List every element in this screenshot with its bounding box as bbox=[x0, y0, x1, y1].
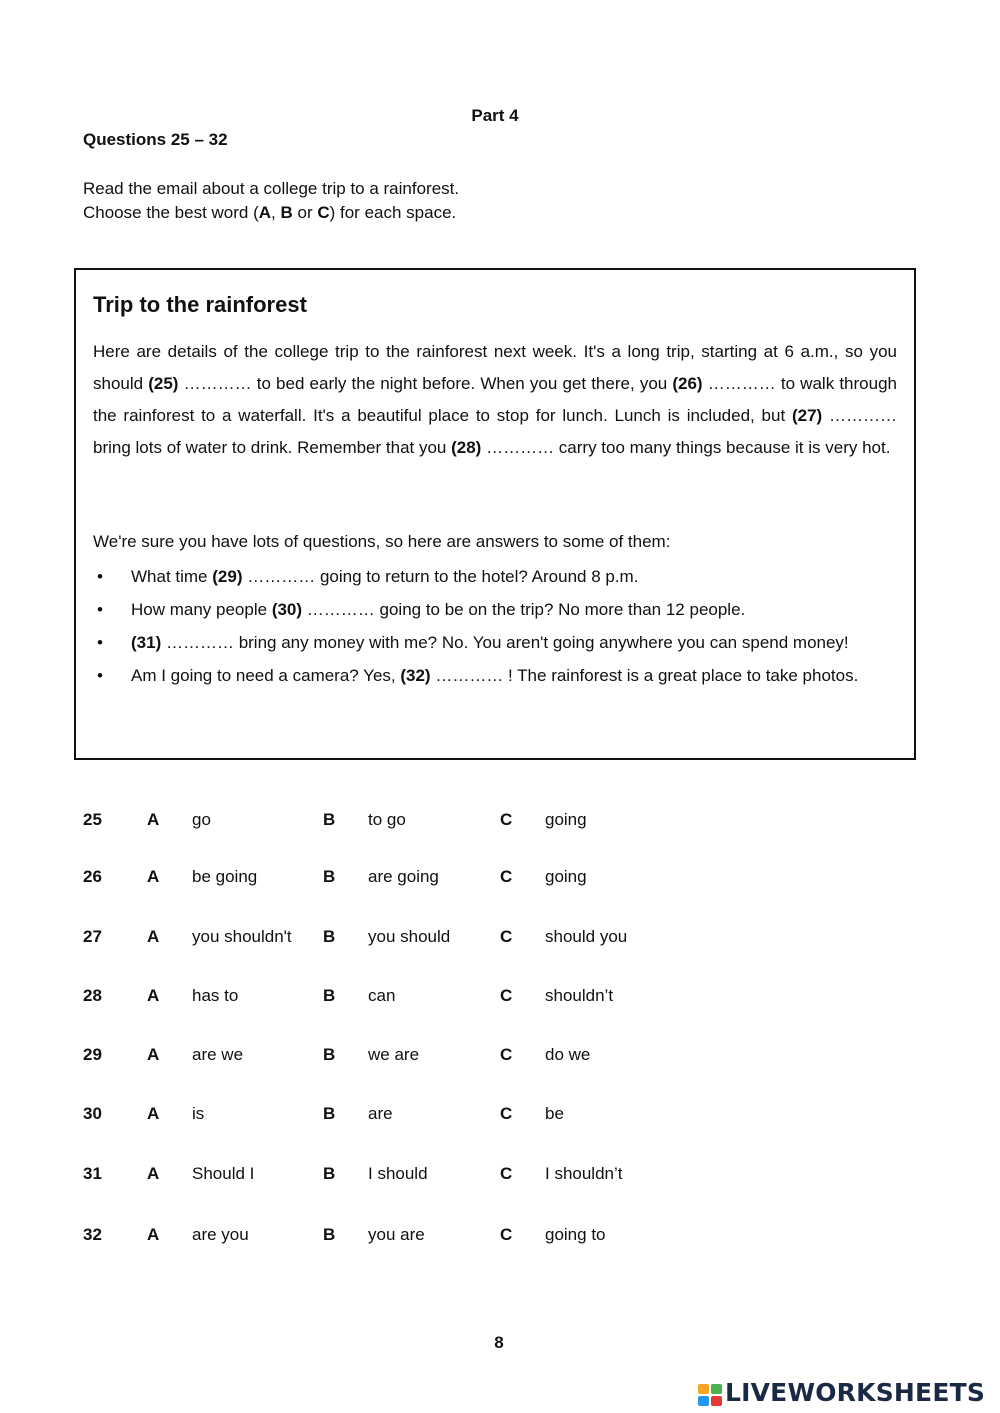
gap-25-label: (25) bbox=[148, 374, 179, 393]
option-b-letter: B bbox=[323, 1045, 336, 1064]
option-c-letter: C bbox=[500, 867, 513, 886]
instruction-text: , bbox=[271, 203, 281, 222]
gap-32-label: (32) bbox=[400, 666, 431, 685]
option-c-text[interactable]: going bbox=[545, 810, 587, 829]
option-a-text[interactable]: are you bbox=[192, 1225, 249, 1244]
option-row-26 bbox=[0, 867, 1000, 891]
instruction-line-2 bbox=[83, 201, 459, 225]
bullet-text: ! The rainforest is a great place to take photos. bbox=[503, 666, 859, 685]
email-text: carry too many things because it is very hot. bbox=[554, 438, 891, 457]
option-row-25 bbox=[0, 810, 1000, 834]
option-b-letter: B bbox=[323, 867, 336, 886]
gap-27-blank: ………… bbox=[829, 406, 897, 425]
gap-27-label: (27) bbox=[791, 406, 823, 425]
instruction-option-a: A bbox=[258, 203, 272, 222]
bullet-text: How many people bbox=[131, 600, 272, 619]
email-text: to walk through the rainforest to a waterfall. It's a beautiful place to stop for lunch. Lunch is included, but bbox=[93, 374, 897, 425]
bullet-icon: • bbox=[97, 633, 103, 652]
option-c-text[interactable]: should you bbox=[545, 927, 628, 946]
option-a-letter: A bbox=[147, 986, 160, 1005]
option-b-letter: B bbox=[323, 986, 336, 1005]
option-a-text[interactable]: you shouldn't bbox=[192, 927, 292, 946]
instruction-option-c: C bbox=[317, 203, 330, 222]
bullet-text: bring any money with me? No. You aren't going anywhere you can spend money! bbox=[233, 633, 849, 652]
question-number: 25 bbox=[83, 810, 102, 829]
gap-32-blank: ………… bbox=[435, 666, 504, 685]
instruction-line-1: Read the email about a college trip to a rainforest. bbox=[83, 179, 460, 198]
option-c-text[interactable]: going to bbox=[545, 1225, 606, 1244]
email-text: bring lots of water to drink. Remember that you bbox=[93, 438, 452, 457]
option-b-letter: B bbox=[323, 1104, 336, 1123]
option-row-29 bbox=[0, 1045, 1000, 1069]
gap-29-blank: ………… bbox=[247, 567, 316, 586]
email-text: Here are details of the college trip to the rainforest next week. It's a long trip, starting at 6 a.m., so you should bbox=[93, 342, 897, 393]
bullet-icon: • bbox=[97, 567, 103, 586]
option-a-text[interactable]: Should I bbox=[192, 1164, 255, 1183]
option-a-letter: A bbox=[147, 867, 160, 886]
option-a-letter: A bbox=[147, 1225, 160, 1244]
bullet-text: Am I going to need a camera? Yes, bbox=[131, 666, 401, 685]
option-c-text[interactable]: do we bbox=[545, 1045, 591, 1064]
option-c-letter: C bbox=[500, 927, 513, 946]
option-a-text[interactable]: has to bbox=[192, 986, 239, 1005]
bullet-icon: • bbox=[97, 600, 103, 619]
email-paragraph-2: We're sure you have lots of questions, so here are answers to some of them: bbox=[93, 532, 671, 551]
option-b-letter: B bbox=[323, 1164, 336, 1183]
logo-text: LIVEWORKSHEETS bbox=[725, 1378, 986, 1407]
option-c-letter: C bbox=[500, 1164, 513, 1183]
instruction-text: or bbox=[292, 203, 318, 222]
option-c-text[interactable]: be bbox=[545, 1104, 564, 1123]
question-number: 27 bbox=[83, 927, 102, 946]
bullet-text: What time bbox=[131, 567, 213, 586]
option-b-text[interactable]: we are bbox=[368, 1045, 420, 1064]
email-box bbox=[74, 268, 916, 760]
gap-26-blank: ………… bbox=[707, 374, 776, 393]
option-b-letter: B bbox=[323, 810, 336, 829]
option-c-letter: C bbox=[500, 1104, 513, 1123]
bullet-item-31 bbox=[93, 626, 897, 659]
gap-25-blank: ………… bbox=[183, 374, 252, 393]
gap-31-blank: ………… bbox=[165, 633, 234, 652]
gap-31-label: (31) bbox=[131, 633, 162, 652]
part-title: Part 4 bbox=[471, 106, 519, 125]
gap-28-label: (28) bbox=[451, 438, 482, 457]
option-c-text[interactable]: going bbox=[545, 867, 587, 886]
email-title: Trip to the rainforest bbox=[93, 292, 307, 317]
option-c-letter: C bbox=[500, 986, 513, 1005]
instruction-option-b: B bbox=[280, 203, 293, 222]
question-number: 26 bbox=[83, 867, 102, 886]
option-a-text[interactable]: be going bbox=[192, 867, 258, 886]
question-number: 31 bbox=[83, 1164, 102, 1183]
question-number: 29 bbox=[83, 1045, 102, 1064]
option-c-text[interactable]: shouldn’t bbox=[545, 986, 614, 1005]
bullet-text: going to be on the trip? No more than 12 people. bbox=[374, 600, 746, 619]
option-a-letter: A bbox=[147, 1045, 160, 1064]
instruction-text: ) for each space. bbox=[329, 203, 457, 222]
gap-28-blank: ………… bbox=[486, 438, 555, 457]
question-number: 28 bbox=[83, 986, 102, 1005]
gap-30-label: (30) bbox=[271, 600, 303, 619]
option-c-letter: C bbox=[500, 1045, 513, 1064]
option-a-letter: A bbox=[147, 1104, 160, 1123]
option-b-text[interactable]: you are bbox=[368, 1225, 425, 1244]
option-b-letter: B bbox=[323, 1225, 336, 1244]
email-paragraph-1 bbox=[93, 336, 897, 464]
questions-title: Questions 25 – 32 bbox=[83, 130, 228, 149]
instructions bbox=[83, 177, 459, 225]
option-b-letter: B bbox=[323, 927, 336, 946]
liveworksheets-logo[interactable] bbox=[697, 1378, 997, 1410]
option-b-text[interactable]: can bbox=[368, 986, 396, 1005]
option-row-31 bbox=[0, 1164, 1000, 1188]
bullet-icon: • bbox=[97, 666, 103, 685]
gap-29-label: (29) bbox=[212, 567, 243, 586]
option-row-28 bbox=[0, 986, 1000, 1010]
option-a-text[interactable]: are we bbox=[192, 1045, 244, 1064]
option-b-text[interactable]: you should bbox=[368, 927, 451, 946]
question-number: 32 bbox=[83, 1225, 102, 1244]
bullet-item-32 bbox=[93, 659, 897, 692]
option-a-letter: A bbox=[147, 810, 160, 829]
option-b-text[interactable]: are bbox=[368, 1104, 393, 1123]
option-a-letter: A bbox=[147, 927, 160, 946]
bullet-item-30 bbox=[93, 593, 897, 626]
bullet-item-29 bbox=[93, 560, 897, 593]
option-b-text[interactable]: I should bbox=[368, 1164, 428, 1183]
option-row-30 bbox=[0, 1104, 1000, 1128]
instruction-text: Choose the best word ( bbox=[83, 203, 259, 222]
gap-30-blank: ………… bbox=[306, 600, 375, 619]
option-a-text[interactable]: is bbox=[192, 1104, 205, 1123]
option-row-32 bbox=[0, 1225, 1000, 1249]
option-b-text[interactable]: are going bbox=[368, 867, 439, 886]
gap-26-label: (26) bbox=[672, 374, 703, 393]
email-text: to bed early the night before. When you get there, you bbox=[251, 374, 673, 393]
question-number: 30 bbox=[83, 1104, 102, 1123]
question-bullet-list bbox=[93, 560, 897, 692]
page-number: 8 bbox=[494, 1333, 504, 1352]
option-a-text[interactable]: go bbox=[192, 810, 211, 829]
bullet-text: going to return to the hotel? Around 8 p.m. bbox=[315, 567, 639, 586]
option-row-27 bbox=[0, 927, 1000, 951]
liveworksheets-logo-icon bbox=[697, 1382, 723, 1408]
option-c-letter: C bbox=[500, 810, 513, 829]
option-c-letter: C bbox=[500, 1225, 513, 1244]
option-b-text[interactable]: to go bbox=[368, 810, 406, 829]
option-c-text[interactable]: I shouldn’t bbox=[545, 1164, 623, 1183]
option-a-letter: A bbox=[147, 1164, 160, 1183]
